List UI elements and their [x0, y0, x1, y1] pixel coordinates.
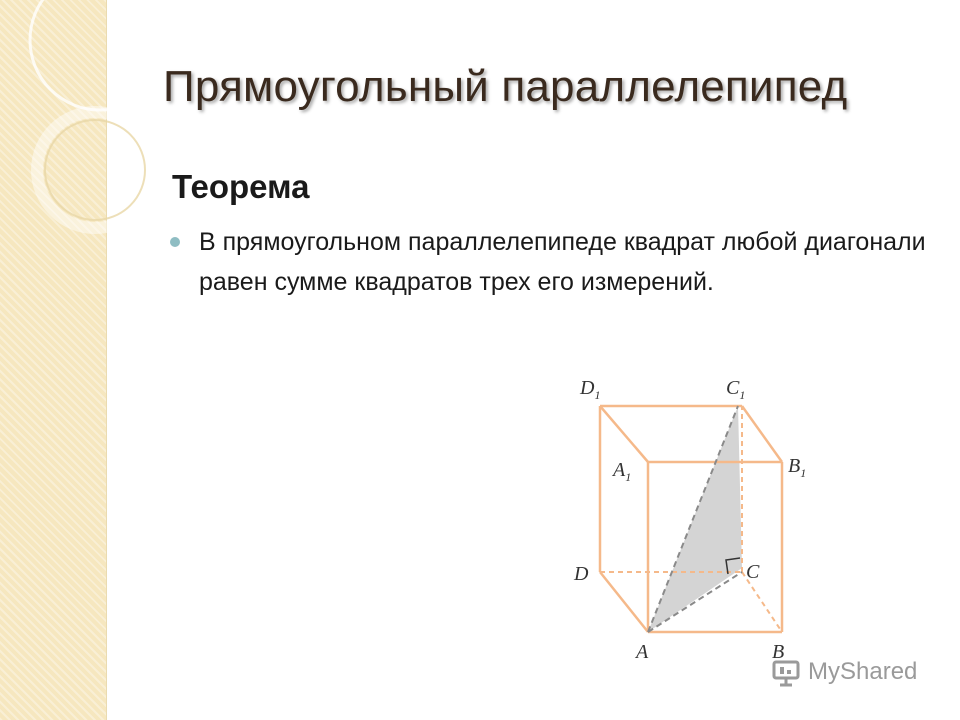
- edge-d1-a1: [600, 406, 648, 462]
- bullet-icon: [170, 237, 180, 247]
- label-b1: $B_1$: [788, 455, 807, 480]
- label-d: D: [574, 563, 589, 585]
- label-c: C: [746, 561, 760, 583]
- slide-title: Прямоугольный параллелепипед: [163, 62, 848, 111]
- label-a1: $A_1$: [613, 459, 632, 484]
- label-d1: $D_1$: [580, 377, 601, 402]
- edge-d-a: [600, 572, 648, 632]
- label-c1: $C_1$: [726, 377, 746, 402]
- watermark-text: MyShared: [808, 658, 918, 685]
- decorative-circles: [0, 0, 200, 260]
- presentation-board-icon: [770, 656, 802, 688]
- diagonal-triangle: [648, 406, 742, 632]
- label-a: A: [636, 641, 649, 663]
- watermark: [770, 656, 917, 688]
- parallelepiped-diagram: [560, 366, 830, 666]
- label-b: B: [772, 641, 785, 663]
- edge-c1-b1: [742, 406, 782, 462]
- theorem-heading: Теорема: [172, 168, 310, 205]
- theorem-statement: В прямоугольном параллелепипеде квадрат любой диагонали равен сумме квадратов трех его измерений.: [199, 228, 926, 296]
